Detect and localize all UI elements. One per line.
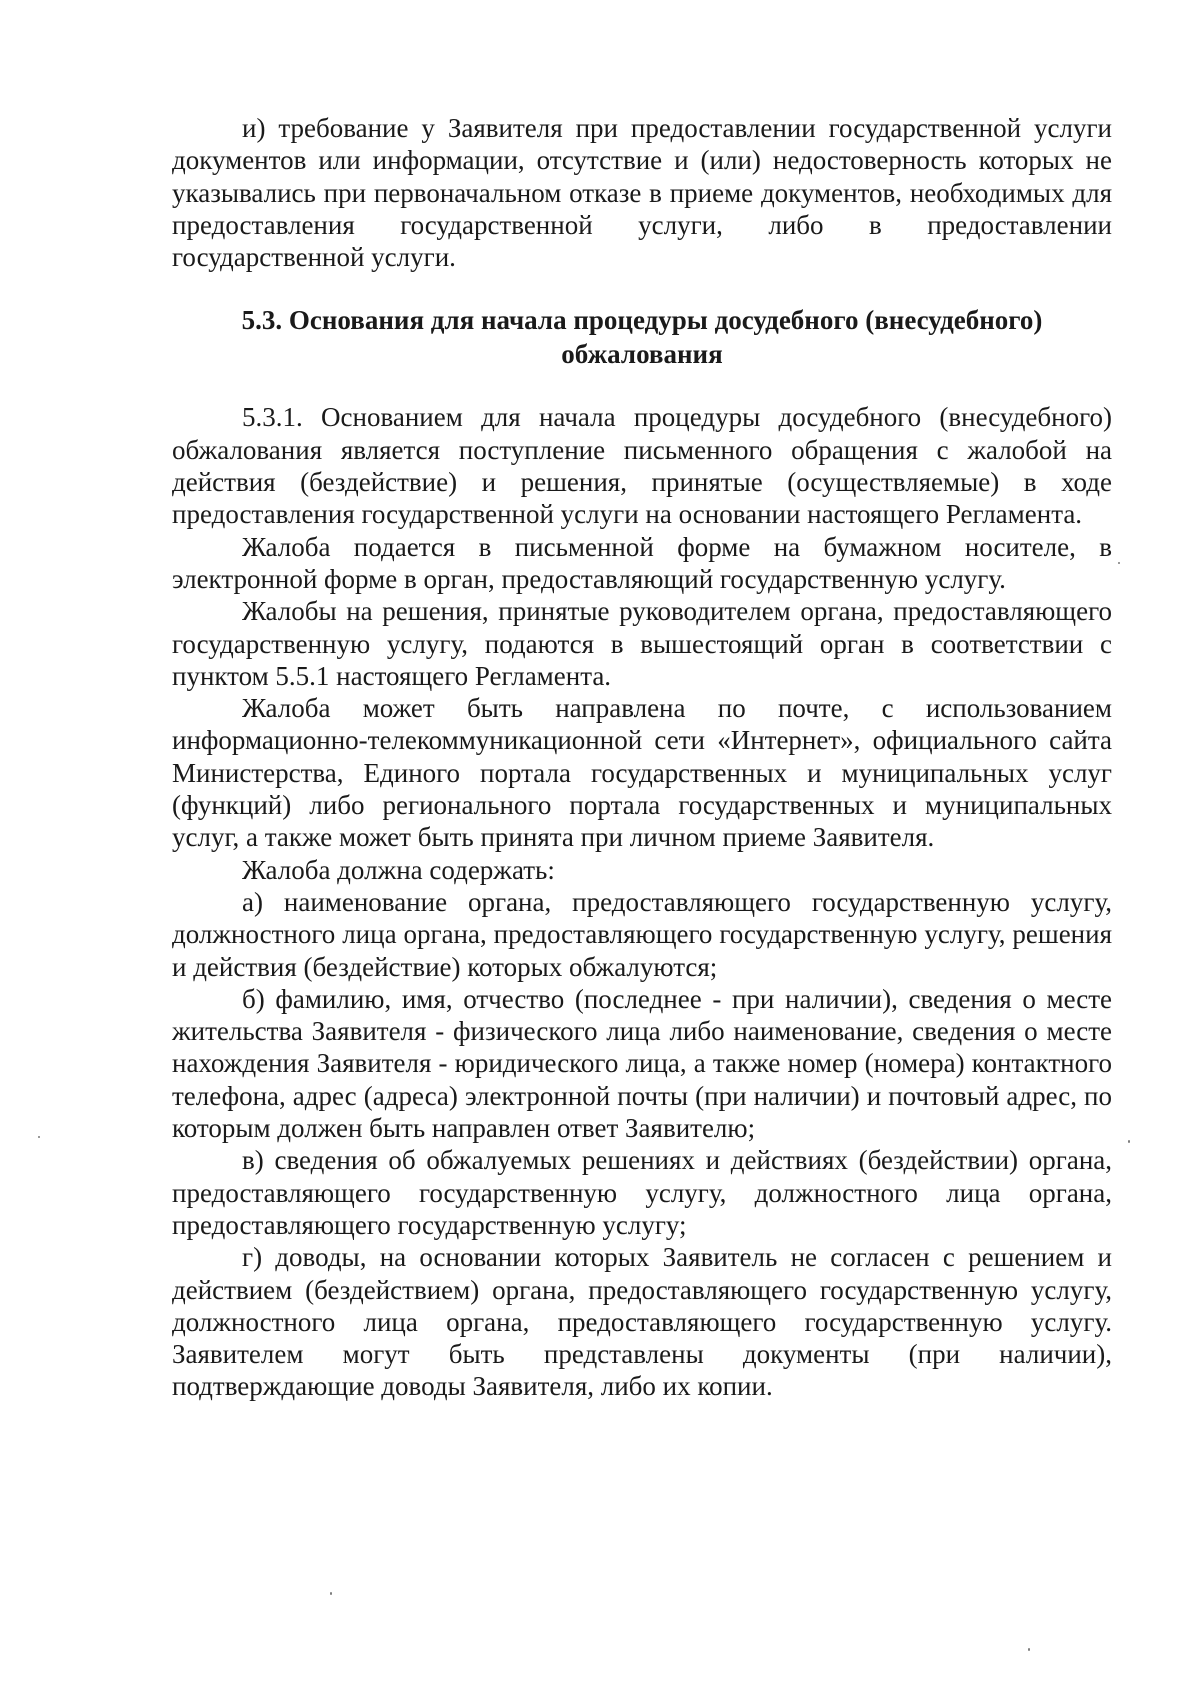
scan-speck: [1028, 1648, 1030, 1651]
paragraph-5-3-1: 5.3.1. Основанием для начала процедуры досудебного (внесудебного) обжалования является поступление письменного обращения с жалобой на действия (бездействие) и решения, принятые (осуществляемые) в ходе предоставления государственной услуги на основании настоящего Регламента.: [172, 402, 1112, 530]
paragraph-contents-intro: Жалоба должна содержать:: [242, 854, 555, 885]
section-heading: 5.3. Основания для начала процедуры досудебного (внесудебного) обжалования: [241, 305, 1043, 370]
list-item-a: а) наименование органа, предоставляющего государственную услугу, должностного лица органа, предоставляющего государственную услугу, решения и действия (бездействие) которых обжалуются;: [172, 886, 1112, 982]
list-item-g: г) доводы, на основании которых Заявитель не согласен с решением и действием (бездействием) органа, предоставляющего государственную услугу, должностного лица органа, предоставляющего государственную услугу. Заявителем могут быть представлены документы (при наличии), подтверждающие доводы Заявителя, либо их копии.: [172, 1242, 1112, 1402]
spacer: [172, 371, 1112, 401]
paragraph-appeals-to-higher-body: Жалобы на решения, принятые руководителем органа, предоставляющего государственную услугу, подаются в вышестоящий орган в соответствии с пунктом 5.5.1 настоящего Регламента.: [172, 596, 1112, 691]
intro-paragraph: и) требование у Заявителя при предоставлении государственной услуги документов или информации, отсутствие и (или) недостоверность которых не указывались при первоначальном отказе в приеме документов, необходимых для предоставления государственной услуги, либо в предоставлении государственной услуги.: [172, 113, 1112, 273]
scan-speck: [1118, 562, 1120, 564]
list-item-b: б) фамилию, имя, отчество (последнее - при наличии), сведения о месте жительства Заявителя - физического лица либо наименование, сведения о месте нахождения Заявителя - юридического лица, а также номер (номера) контактного телефона, адрес (адреса) электронной почты (при наличии) и почтовый адрес, по которым должен быть направлен ответ Заявителю;: [172, 983, 1112, 1144]
paragraph-submission-form: Жалоба подается в письменной форме на бумажном носителе, в электронной форме в орган, предоставляющий государственную услугу.: [172, 531, 1112, 594]
document-body: [172, 112, 1112, 1403]
list-item-v: в) сведения об обжалуемых решениях и действиях (бездействии) органа, предоставляющего государственную услугу, должностного лица органа, предоставляющего государственную услугу;: [172, 1145, 1112, 1240]
scan-speck: [1128, 1140, 1130, 1143]
paragraph-submission-channels: Жалоба может быть направлена по почте, с использованием информационно-телекоммуникационной сети «Интернет», официального сайта Министерства, Единого портала государственных и муниципальных услуг (функций) либо регионального портала государственных и муниципальных услуг, а также может быть принята при личном приеме Заявителя.: [172, 693, 1112, 853]
scan-speck: [330, 1592, 332, 1595]
scan-speck: [38, 1136, 40, 1138]
